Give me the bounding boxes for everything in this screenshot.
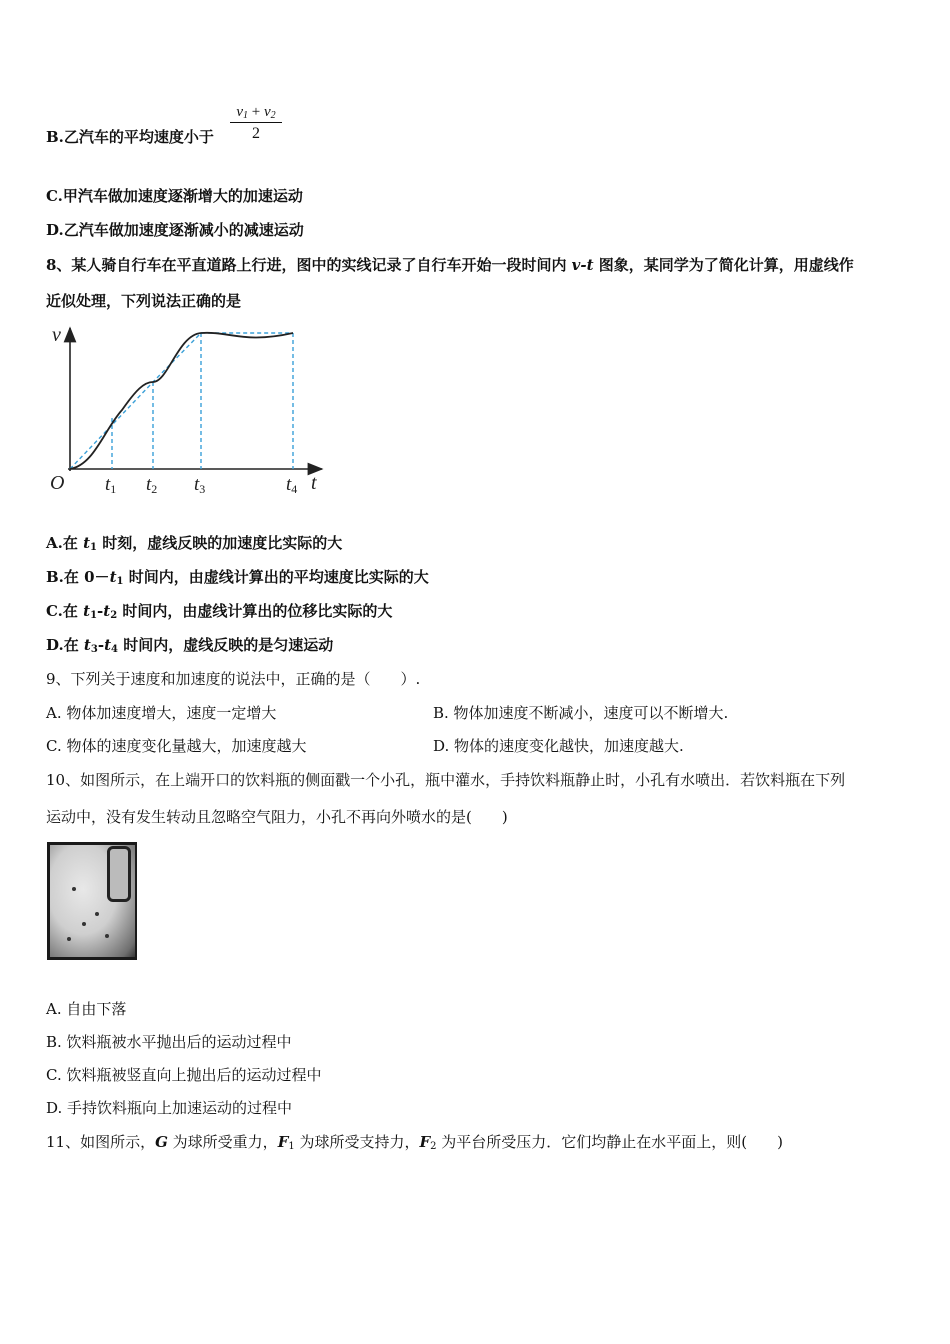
q10-option-a: A. 自由下落 <box>46 1000 127 1018</box>
q8-option-c: C.在 $t_1-t_2$ 时间内，由虚线计算出的位移比实际的大 <box>46 602 393 621</box>
q9-stem: 9、下列关于速度和加速度的说法中，正确的是（ ）. <box>46 670 421 688</box>
q10-option-b: B. 饮料瓶被水平抛出后的运动过程中 <box>46 1033 292 1051</box>
q11-stem: 11、如图所示，G 为球所受重力，$F_1$ 为球所受支持力，$F_2$ 为平台所受压力．它们均静止在水平面上，则( ) <box>46 1133 784 1152</box>
vt-graph <box>44 320 334 500</box>
q8-option-b: B.在 $0-t_1$ 时间内，由虚线计算出的平均速度比实际的大 <box>46 568 429 587</box>
q9-option-a: A. 物体加速度增大，速度一定增大 <box>46 704 277 722</box>
origin-label: O <box>50 472 65 494</box>
q8-option-d: D.在 $t_3-t_4$ 时间内，虚线反映的是匀速运动 <box>46 636 334 655</box>
q7-option-c: C.甲汽车做加速度逐渐增大的加速运动 <box>46 187 303 205</box>
fraction-denominator: 2 <box>252 125 260 142</box>
fraction-numerator: $v_1 + v_2$ <box>230 104 282 123</box>
q7-option-d: D.乙汽车做加速度逐渐减小的减速运动 <box>46 221 304 239</box>
fraction-v1-plus-v2-over-2 <box>230 104 282 143</box>
dashed-approximation <box>70 333 293 469</box>
q8-stem-line1: 8、某人骑自行车在平直道路上行进，图中的实线记录了自行车开始一段时间内 v-t 图象，某同学为了简化计算，用虚线作 <box>46 256 854 274</box>
actual-velocity-curve <box>70 333 293 469</box>
q10-stem-line1: 10、如图所示，在上端开口的饮料瓶的侧面戳一个小孔，瓶中灌水，手持饮料瓶静止时，小孔有水喷出．若饮料瓶在下列 <box>46 771 846 789</box>
q8-option-a: A.在 $t_1$ 时刻，虚线反映的加速度比实际的大 <box>46 534 343 553</box>
q10-option-c: C. 饮料瓶被竖直向上抛出后的运动过程中 <box>46 1066 322 1084</box>
q7-option-b <box>46 127 214 147</box>
q7-option-b-text: B.乙汽车的平均速度小于 <box>46 128 214 146</box>
bottle-shape <box>107 846 131 902</box>
q8-stem-line2: 近似处理，下列说法正确的是 <box>46 292 242 310</box>
q9-option-c: C. 物体的速度变化量越大，加速度越大 <box>46 737 307 755</box>
tick-t4: t4 <box>286 474 298 496</box>
q10-stem-line2: 运动中，没有发生转动且忽略空气阻力，小孔不再向外喷水的是( ) <box>46 808 508 826</box>
bottle-photo <box>47 842 137 960</box>
tick-t1: t1 <box>105 474 117 496</box>
q9-option-b: B. 物体加速度不断减小，速度可以不断增大. <box>433 704 729 722</box>
q10-option-d: D. 手持饮料瓶向上加速运动的过程中 <box>46 1099 293 1117</box>
t-axis-label: t <box>311 472 317 494</box>
v-axis-label: v <box>52 324 61 346</box>
tick-t3: t3 <box>194 474 206 496</box>
tick-t2: t2 <box>146 474 158 496</box>
q9-option-d: D. 物体的速度变化越快，加速度越大. <box>433 737 684 755</box>
